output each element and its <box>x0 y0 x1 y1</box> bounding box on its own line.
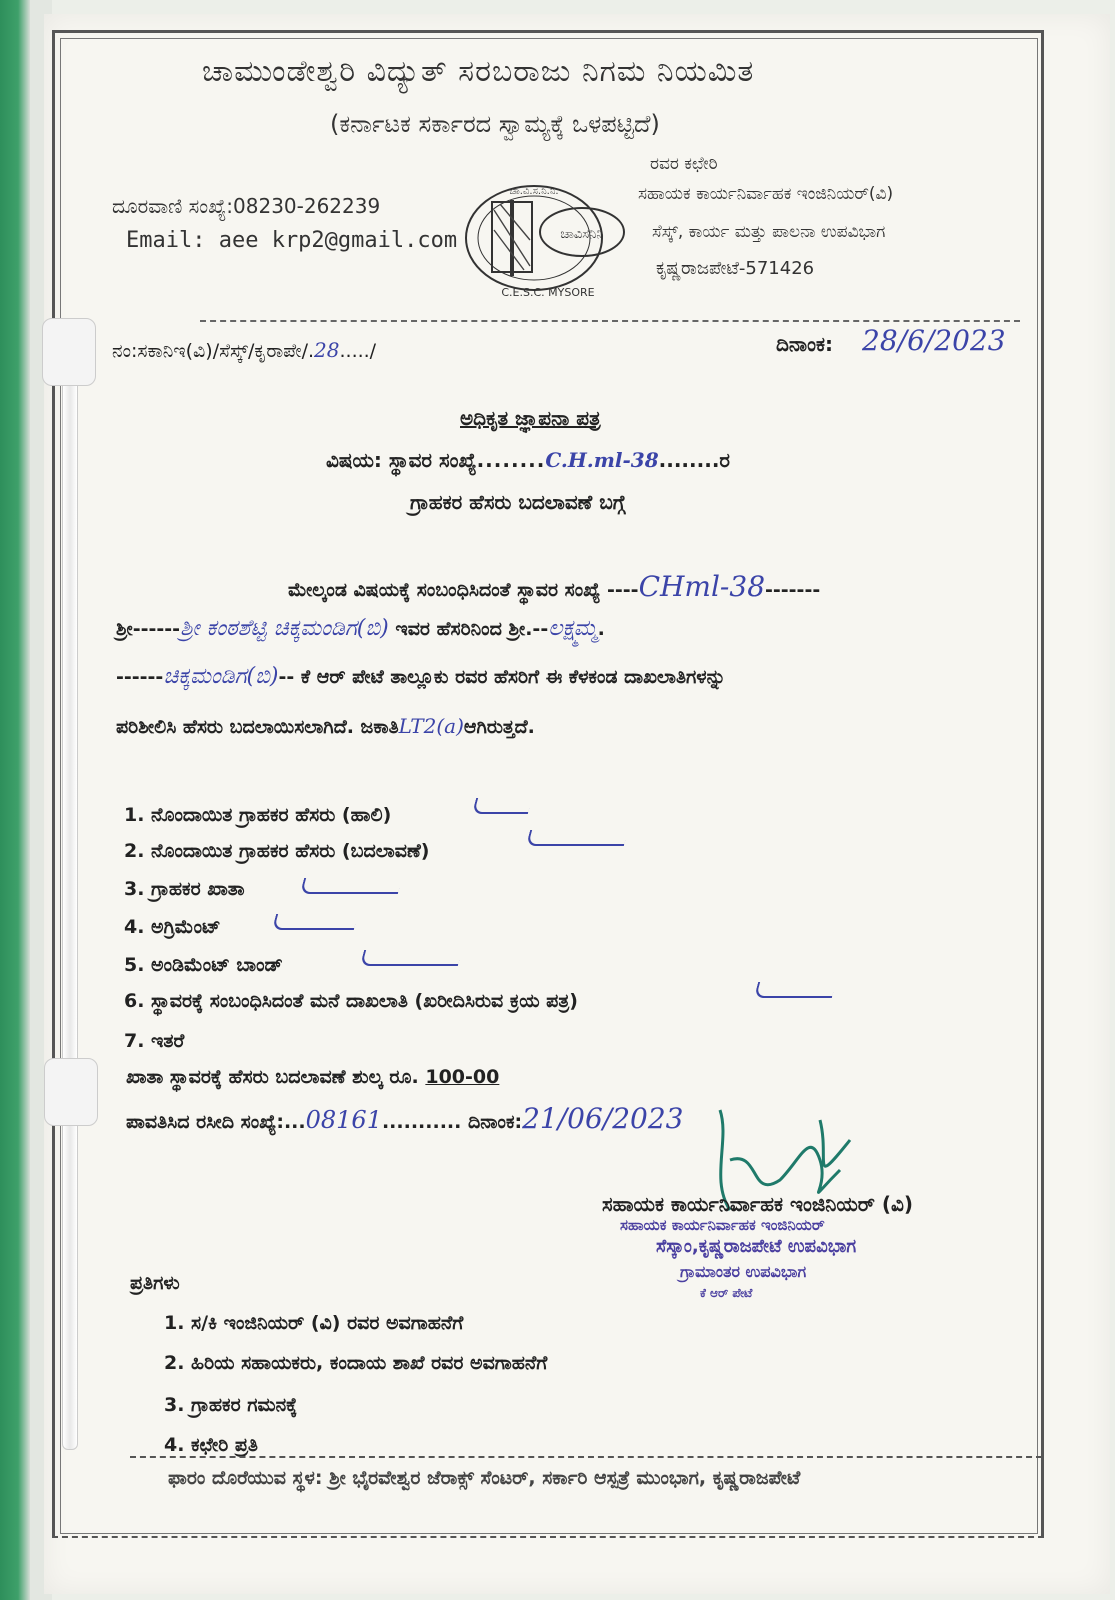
reference-number: 28 <box>314 338 340 362</box>
receipt-date-label: ದಿನಾಂಕ: <box>467 1111 523 1133</box>
body-line-4-tail: ಆಗಿರುತ್ತದೆ. <box>463 716 535 738</box>
receipt-number: 08161 <box>305 1106 382 1134</box>
office-department: ಸೆಸ್ಕ್, ಕಾರ್ಯ ಮತ್ತು ಪಾಲನಾ ಉಪವಿಭಾಗ <box>652 222 886 242</box>
subject-line: ವಿಷಯ: ಸ್ಥಾವರ ಸಂಖ್ಯೆ........C.H.ml-38........ರ <box>326 448 731 472</box>
fee-label: ಖಾತಾ ಸ್ಥಾವರಕ್ಕೆ ಹೆಸರು ಬದಲಾವಣೆ ಶುಲ್ಕ ರೂ. <box>126 1066 419 1088</box>
fee-line <box>126 1066 499 1088</box>
binder-hook-top <box>42 318 96 386</box>
memo-title: ಅಧಿಕೃತ ಜ್ಞಾಪನಾ ಪತ್ರ <box>460 406 601 430</box>
check-mark <box>360 950 462 966</box>
binder-hook-bottom <box>44 1058 98 1126</box>
stamp-line-3: ಗ್ರಾಮಾಂತರ ಉಪವಿಭಾಗ <box>680 1262 807 1281</box>
copy-item-1: 1. ಸ/ಕಿ ಇಂಜಿನಿಯರ್ (ವಿ) ರವರ ಅವಗಾಹನೆಗೆ <box>164 1312 464 1334</box>
receipt-line: ಪಾವತಿಸಿದ ರಸೀದಿ ಸಂಖ್ಯೆ:...08161........... ದಿನಾಂಕ:21/06/2023 <box>126 1102 684 1135</box>
office-from: ರವರ ಕಛೇರಿ <box>650 154 718 174</box>
reference-tail: ...../ <box>339 340 377 362</box>
check-mark <box>526 830 628 846</box>
binder-bar <box>62 318 78 1450</box>
government-note: (ಕರ್ನಾಟಕ ಸರ್ಕಾರದ ಸ್ವಾಮ್ಯಕ್ಕೆ ಒಳಪಟ್ಟಿದೆ) <box>330 110 660 138</box>
check-mark <box>272 914 358 930</box>
background-green-strip <box>0 0 30 1600</box>
subject-tail: ರ <box>719 448 731 472</box>
body-line-2-prefix: ಶ್ರೀ <box>116 618 133 640</box>
header-divider <box>200 320 1020 322</box>
reference-label: ನಂ:ಸಕಾನಿಇ(ವಿ)/ಸೆಸ್ಕ್/ಕೃರಾಪೇ/. <box>112 340 315 362</box>
logo-inner-text: ಚಾವಿಸನಿನಿ <box>560 227 604 242</box>
fee-value: 100-00 <box>425 1066 500 1088</box>
stamp-line-2: ಸೆಸ್ಕಾಂ,ಕೃಷ್ಣರಾಜಪೇಟೆ ಉಪವಿಭಾಗ <box>656 1236 857 1257</box>
stamp-line-1: ಸಹಾಯಕ ಕಾರ್ಯನಿರ್ವಾಹಕ ಇಂಜಿನಿಯರ್ <box>620 1216 825 1234</box>
copies-label: ಪ್ರತಿಗಳು <box>130 1272 180 1294</box>
reference-line <box>112 338 376 362</box>
phone-number: ದೂರವಾಣಿ ಸಂಖ್ಯೆ:08230-262239 <box>112 194 381 218</box>
body-line-4 <box>116 714 535 738</box>
footer-note: ಫಾರಂ ದೊರೆಯುವ ಸ್ಥಳ: ಶ್ರೀ ಭೈರವೇಶ್ವರ ಜೆರಾಕ್ಸ್ ಸೆಂಟರ್, ಸರ್ಕಾರಿ ಆಸ್ಪತ್ರೆ ಮುಂಭಾಗ, ಕೃಷ್ಣರಾಜಪೇಟೆ <box>168 1467 801 1489</box>
new-owner-village: ಚಿಕ್ಕಮಂಡಿಗ(ಬಿ) <box>163 664 279 689</box>
body-line-1: ಮೇಲ್ಕಂಡ ವಿಷಯಕ್ಕೆ ಸಂಬಂಧಿಸಿದಂತೆ ಸ್ಥಾವರ ಸಂಖ್ಯೆ ----CHml-38------- <box>288 570 821 603</box>
receipt-date: 21/06/2023 <box>522 1102 684 1135</box>
body-line-1-text: ಮೇಲ್ಕಂಡ ವಿಷಯಕ್ಕೆ ಸಂಬಂಧಿಸಿದಂತೆ ಸ್ಥಾವರ ಸಂಖ್ಯೆ <box>288 579 601 601</box>
body-line-3-text: ಕೆ ಆರ್ ಪೇಟೆ ತಾಲ್ಲೂಕು ರವರ ಹೆಸರಿಗೆ ಈ ಕೆಳಕಂಡ ದಾಖಲಾತಿಗಳನ್ನು <box>300 666 726 688</box>
checklist-item-1: 1. ನೊಂದಾಯಿತ ಗ್ರಾಹಕರ ಹೆಸರು (ಹಾಲಿ) <box>124 804 392 826</box>
check-mark <box>300 878 402 894</box>
stamp-line-4: ಕೆ ಆರ್ ಪೇಟೆ <box>700 1286 753 1300</box>
copy-item-3: 3. ಗ್ರಾಹಕರ ಗಮನಕ್ಕೆ <box>164 1394 298 1416</box>
body-line-2: ಶ್ರೀ------ಶ್ರೀ ಕಂಠಶೆಟ್ಟಿ ಚಿಕ್ಕಮಂಡಿಗ(ಬಿ) ಇವರ ಹೆಸರಿನಿಂದ ಶ್ರೀ.--ಲಕ್ಷ್ಮಮ್ಮ. <box>116 616 605 641</box>
checklist-item-6: 6. ಸ್ಥಾವರಕ್ಕೆ ಸಂಬಂಧಿಸಿದಂತೆ ಮನೆ ದಾಖಲಾತಿ (ಖರೀದಿಸಿರುವ ಕ್ರಯ ಪತ್ರ) <box>124 990 578 1012</box>
body-line-4-text: ಪರಿಶೀಲಿಸಿ ಹೆಸರು ಬದಲಾಯಿಸಲಾಗಿದೆ. ಜಕಾತಿ <box>116 716 399 738</box>
date-value: 28/6/2023 <box>862 324 1006 357</box>
previous-owner-name: ಶ್ರೀ ಕಂಠಶೆಟ್ಟಿ ಚಿಕ್ಕಮಂಡಿಗ(ಬಿ) <box>180 616 389 641</box>
subject-label: ವಿಷಯ: ಸ್ಥಾವರ ಸಂಖ್ಯೆ <box>326 448 477 472</box>
checklist-item-3: 3. ಗ್ರಾಹಕರ ಖಾತಾ <box>124 878 245 900</box>
new-owner-name: ಲಕ್ಷ್ಮಮ್ಮ <box>548 616 598 641</box>
copy-item-4: 4. ಕಛೇರಿ ಪ್ರತಿ <box>164 1434 258 1456</box>
check-mark <box>754 982 836 998</box>
logo-bottom-text: C.E.S.C. MYSORE <box>501 286 595 299</box>
subject-value: C.H.ml-38 <box>545 448 659 472</box>
tariff-value: LT2(a) <box>398 714 464 738</box>
email-address: Email: aee krp2@gmail.com <box>126 228 458 253</box>
checklist-item-5: 5. ಅಂಡಿಮೆಂಟ್ ಬಾಂಡ್ <box>124 954 283 976</box>
copy-item-2: 2. ಹಿರಿಯ ಸಹಾಯಕರು, ಕಂದಾಯ ಶಾಖೆ ರವರ ಅವಗಾಹನೆಗೆ <box>164 1352 548 1374</box>
subject-line-2: ಗ್ರಾಹಕರ ಹೆಸರು ಬದಲಾವಣೆ ಬಗ್ಗೆ <box>410 490 626 514</box>
body-line-2-mid: ಇವರ ಹೆಸರಿನಿಂದ ಶ್ರೀ <box>395 618 526 640</box>
cesc-logo <box>464 180 630 300</box>
date-label: ದಿನಾಂಕ: <box>776 332 833 356</box>
organization-name: ಚಾಮುಂಡೇಶ್ವರಿ ವಿದ್ಯುತ್ ಸರಬರಾಜು ನಿಗಮ ನಿಯಮಿತ <box>202 54 755 89</box>
office-title: ಸಹಾಯಕ ಕಾರ್ಯನಿರ್ವಾಹಕ ಇಂಜಿನಿಯರ್(ವಿ) <box>638 184 894 204</box>
footer-divider <box>130 1456 1042 1458</box>
plant-number: CHml-38 <box>638 570 766 603</box>
check-mark <box>472 798 532 814</box>
file-binder-clip <box>52 318 86 1448</box>
body-line-3: ------ಚಿಕ್ಕಮಂಡಿಗ(ಬಿ)-- ಕೆ ಆರ್ ಪೇಟೆ ತಾಲ್ಲೂಕು ರವರ ಹೆಸರಿಗೆ ಈ ಕೆಳಕಂಡ ದಾಖಲಾತಿಗಳನ್ನು <box>116 664 726 689</box>
checklist-item-2: 2. ನೊಂದಾಯಿತ ಗ್ರಾಹಕರ ಹೆಸರು (ಬದಲಾವಣೆ) <box>124 840 430 862</box>
logo-top-text: ಚಾ.ವಿ.ಸ.ನಿ.ನಿ. <box>509 186 559 197</box>
receipt-label: ಪಾವತಿಸಿದ ರಸೀದಿ ಸಂಖ್ಯೆ: <box>126 1111 284 1133</box>
office-place: ಕೃಷ್ಣರಾಜಪೇಟೆ-571426 <box>656 258 815 279</box>
signatory-designation: ಸಹಾಯಕ ಕಾರ್ಯನಿರ್ವಾಹಕ ಇಂಜಿನಿಯರ್ (ವಿ) <box>602 1192 914 1216</box>
checklist-item-4: 4. ಅಗ್ರಿಮೆಂಟ್ <box>124 916 221 938</box>
checklist-item-7: 7. ಇತರೆ <box>124 1030 185 1052</box>
